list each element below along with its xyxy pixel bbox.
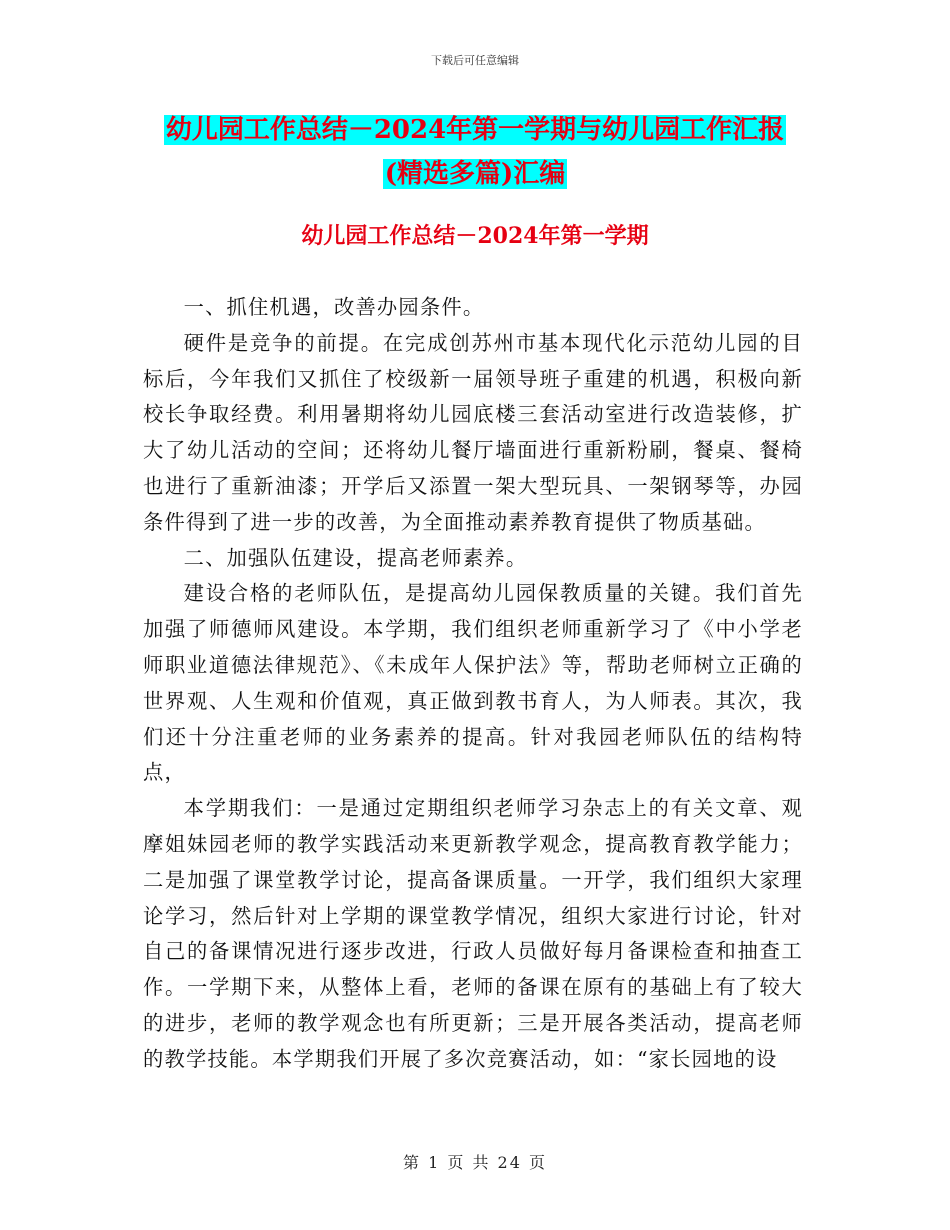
- document-title-line-2: [0, 148, 950, 200]
- page-footer: 第 1 页 共 24 页: [403, 1153, 547, 1172]
- header-note: 下载后可任意编辑: [431, 54, 519, 67]
- document-body: [143, 290, 803, 1078]
- paragraph: 硬件是竞争的前提。在完成创苏州市基本现代化示范幼儿园的目标后，今年我们又抓住了校级新一届领导班子重建的机遇，积极向新校长争取经费。利用暑期将幼儿园底楼三套活动室进行改造装修，扩大了幼儿活动的空间；还将幼儿餐厅墙面进行重新粉刷，餐桌、餐椅也进行了重新油漆；开学后又添置一架大型玩具、一架钢琴等，办园条件得到了进一步的改善，为全面推动素养教育提供了物质基础。: [143, 330, 803, 534]
- paragraph: 本学期我们：一是通过定期组织老师学习杂志上的有关文章、观摩姐妹园老师的教学实践活动来更新教学观念，提高教育教学能力；二是加强了课堂教学讨论，提高备课质量。一开学，我们组织大家理论学习，然后针对上学期的课堂教学情况，组织大家进行讨论，针对自己的备课情况进行逐步改进，行政人员做好每月备课检查和抽查工作。一学期下来，从整体上看，老师的备课在原有的基础上有了较大的进步，老师的教学观念也有所更新；三是开展各类活动，提高老师的教学技能。本学期我们开展了多次竞赛活动，如：“家长园地的设: [143, 796, 803, 1071]
- document-title-text-1: 幼儿园工作总结－2024年第一学期与幼儿园工作汇报: [165, 115, 785, 145]
- paragraph-heading-1: 一、抓住机遇，改善办园条件。: [183, 295, 485, 319]
- paragraph-heading-2: 二、加强队伍建设，提高老师素养。: [183, 545, 528, 570]
- document-title-text-2: (精选多篇)汇编: [384, 159, 566, 189]
- paragraph: 建设合格的老师队伍，是提高幼儿园保教质量的关键。我们首先加强了师德师风建设。本学期，我们组织老师重新学习了《中小学老师职业道德法律规范》、《未成年人保护法》等，帮助老师树立正确的世界观、人生观和价值观，真正做到教书育人，为人师表。其次，我们还十分注重老师的业务素养的提高。针对我园老师队伍的结构特点，: [143, 581, 803, 785]
- section-title: 幼儿园工作总结－2024年第一学期: [301, 223, 649, 249]
